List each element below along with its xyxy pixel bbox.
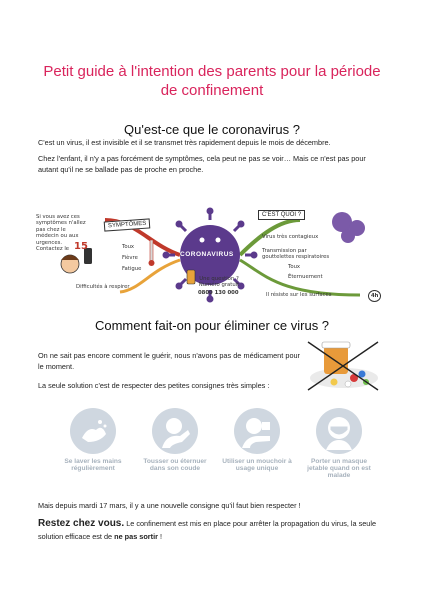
- symptoms-sign: SYMPTÔMES: [104, 218, 151, 231]
- symptoms-warning-note: Si vous avez ces symptômes n'allez pas chez le médecin ou aux urgences. Contactez le: [36, 214, 86, 253]
- surface-time: 4h: [368, 290, 381, 302]
- symptom-cough: Toux: [122, 244, 135, 250]
- children-paragraph: Chez l'enfant, il n'y a pas forcément de symptômes, cela peut ne pas se voir… Mais ce n'est pas pour autant qu'il ne se ballade pas de proche en proche.: [38, 154, 366, 174]
- fact-sneeze: Éternuement: [288, 274, 323, 280]
- tissue-icon: [234, 408, 280, 454]
- stay-home-lead: Restez chez vous.: [38, 518, 125, 529]
- stay-home-paragraph: [38, 517, 390, 543]
- symptom-breathing: Difficultés à respirer: [76, 284, 130, 290]
- fact-contagious: Virus très contagieux: [262, 234, 319, 240]
- page-title: Petit guide à l'intention des parents pour la période de confinement: [43, 63, 381, 99]
- confinement-text: Le confinement est mis en place pour arrêter la propagation du virus, la seule solution efficace est de: [38, 519, 377, 541]
- thermometer-icon: [149, 240, 155, 266]
- intro-paragraph: C'est un virus, il est invisible et il se transmet très rapidement depuis le mois de décembre.: [38, 138, 331, 147]
- tissue-item: [222, 408, 292, 472]
- mask-label: Porter un masque jetable quand on est malade: [307, 458, 371, 480]
- phone-icon: [187, 270, 195, 284]
- instructions-paragraph: La seule solution c'est de respecter des petites consignes très simples :: [38, 381, 270, 390]
- virus-cluster-icon: [332, 212, 365, 243]
- hand-washing-item: [58, 408, 128, 472]
- section-heading-eliminate: Comment fait-on pour éliminer ce virus ?: [94, 318, 330, 333]
- cough-item: [140, 408, 210, 472]
- no-medicine-image: [304, 338, 382, 394]
- coronavirus-mindmap: [30, 200, 394, 306]
- coronavirus-label: CORONAVIRUS: [180, 251, 234, 258]
- hotline-question: Une question ? Numéro gratuit: [198, 276, 240, 289]
- cough-label: Tousser ou éternuer dans son coude: [143, 458, 207, 473]
- fact-surfaces: Il résiste sur les surfaces: [266, 292, 332, 298]
- hotline-phone: 0800 130 000: [198, 290, 239, 296]
- fact-transmission: Transmission par gouttelettes respiratoires: [262, 248, 330, 261]
- hand-washing-label: Se laver les mains régulièrement: [64, 458, 122, 473]
- end-punctuation: !: [159, 532, 162, 541]
- what-is-it-sign: C'EST QUOI ?: [258, 210, 305, 220]
- fact-cough: Toux: [288, 264, 301, 270]
- cough-icon: [152, 408, 198, 454]
- prevention-icons: [58, 408, 378, 488]
- new-rule-paragraph: Mais depuis mardi 17 mars, il y a une nouvelle consigne qu'il faut bien respecter !: [38, 501, 301, 510]
- no-cure-paragraph: On ne sait pas encore comment le guérir, nous n'avons pas de médicament pour le moment.: [38, 351, 300, 371]
- symptom-fever: Fièvre: [122, 255, 138, 261]
- mask-icon: [316, 408, 362, 454]
- do-not-go-out-emphasis: ne pas sortir: [114, 532, 158, 541]
- mask-item: [304, 408, 374, 480]
- symptom-fatigue: Fatigue: [122, 266, 142, 272]
- hand-washing-icon: [70, 408, 116, 454]
- tissue-label: Utiliser un mouchoir à usage unique: [222, 458, 292, 473]
- section-heading-coronavirus: Qu'est-ce que le coronavirus ?: [124, 122, 300, 137]
- emergency-number: 15: [74, 241, 88, 252]
